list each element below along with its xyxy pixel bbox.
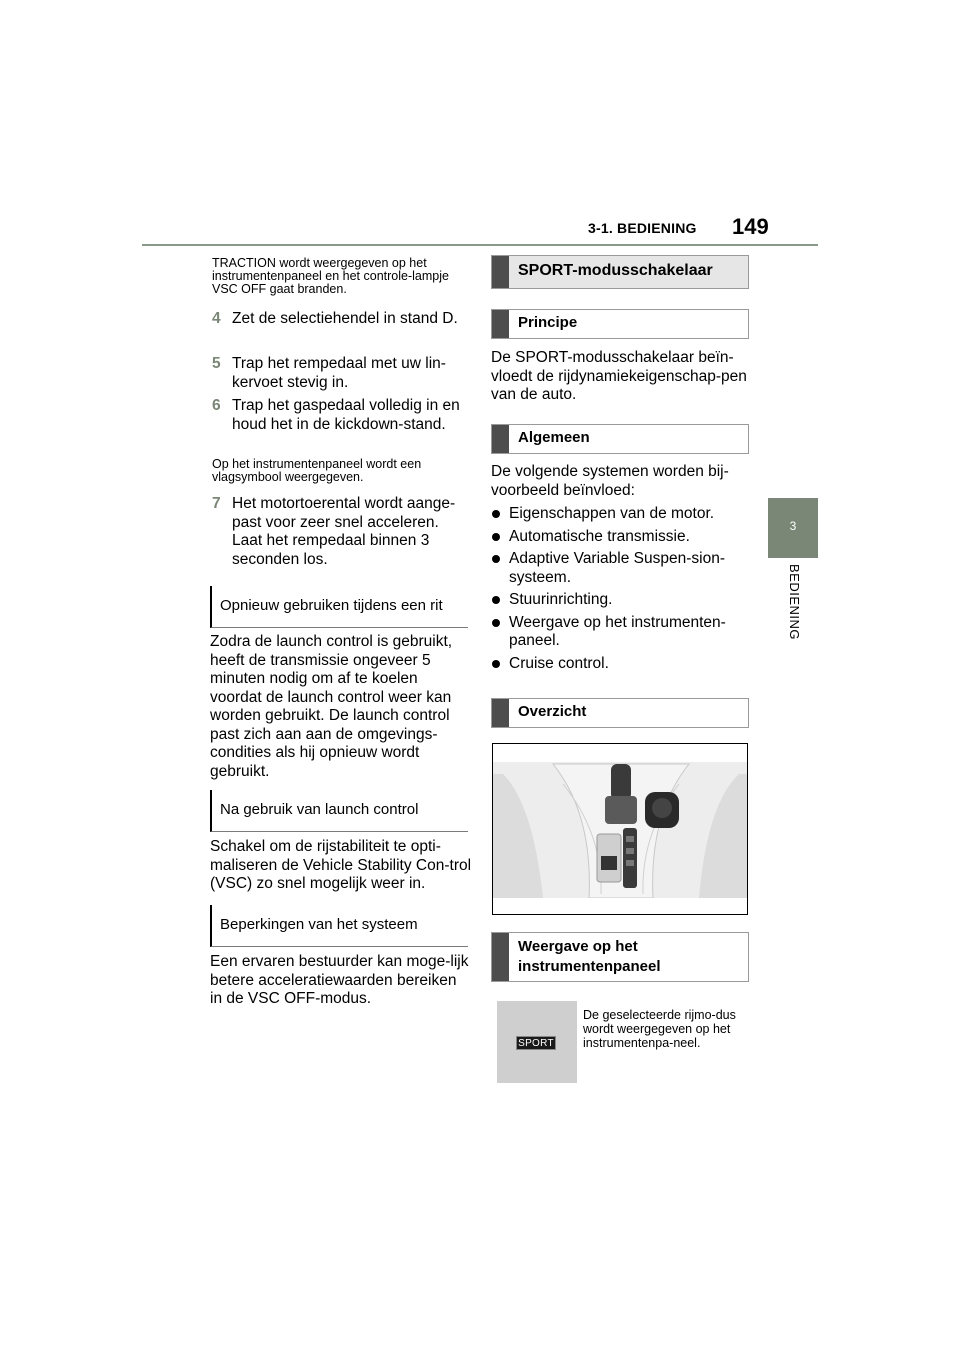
bullet-icon: [492, 660, 500, 668]
limitations-body: Een ervaren bestuurder kan moge-lijk betere acceleratiewaarden bereiken in de VSC OFF-modus.: [210, 953, 469, 1007]
subheading-line: Weergave op het: [518, 938, 638, 955]
after-use-body: Schakel om de rijstabiliteit te opti-maliseren de Vehicle Stability Con-trol (VSC) zo snel mogelijk weer in.: [210, 838, 472, 892]
list-item: [491, 528, 751, 547]
step-text: Trap het gaspedaal volledig in en houd het in de kickdown-stand.: [232, 397, 460, 433]
section-title: 3-1. BEDIENING: [588, 220, 697, 236]
section-heading-text: SPORT-modusschakelaar: [518, 262, 713, 279]
console-drawing: [493, 744, 748, 915]
step-5: [212, 355, 472, 392]
subheading-title: Opnieuw gebruiken tijdens een rit: [220, 597, 443, 614]
bullet-icon: [492, 555, 500, 563]
list-item: [491, 655, 751, 674]
step-text: Zet de selectiehendel in stand D.: [232, 310, 458, 327]
step-number: 7: [212, 495, 221, 512]
list-item-text: Automatische transmissie.: [509, 527, 690, 545]
list-item: [491, 550, 751, 587]
step-number: 4: [212, 310, 221, 327]
intro-text: TRACTION wordt weergegeven op het instrumentenpaneel en het controle-lampje VSC OFF gaat branden.: [212, 256, 449, 296]
list-item: [491, 591, 751, 610]
list-item-text: Weergave op het instrumenten-paneel.: [509, 613, 726, 649]
subheading-text: [518, 937, 661, 977]
subheading-limitations: [210, 905, 468, 947]
heading-marker: [492, 699, 509, 727]
step-6: [212, 397, 472, 434]
reuse-body: Zodra de launch control is gebruikt, heeft de transmissie ongeveer 5 minuten nodig om af te koelen voordat de launch control weer kan worden gebruikt. De launch control past zich aan aan de omgevings-condities als hij opnieuw wordt gebruikt.: [210, 633, 453, 780]
step-4: [212, 310, 472, 329]
list-item-text: Eigenschappen van de motor.: [509, 505, 715, 522]
list-item-text: Cruise control.: [509, 654, 609, 672]
chapter-tab-number: 3: [789, 519, 797, 533]
algemeen-body: De volgende systemen worden bij-voorbeeld beïnvloed:: [491, 463, 729, 499]
step-7: [212, 495, 472, 569]
subheading-text: Overzicht: [518, 703, 587, 720]
subheading-text: Algemeen: [518, 429, 590, 446]
chapter-side-label: BEDIENING: [787, 564, 802, 641]
step-text: Trap het rempedaal met uw lin-kervoet stevig in.: [232, 355, 446, 391]
subheading-overzicht: [491, 698, 749, 728]
subheading-after-use: [210, 790, 468, 832]
subheading-title: Beperkingen van het systeem: [220, 916, 418, 933]
list-item: [491, 505, 751, 524]
list-item-text: Stuurinrichting.: [509, 591, 613, 608]
heading-marker: [492, 256, 509, 288]
principe-body: De SPORT-modusschakelaar beïn-vloedt de rijdynamiekeigenschap-pen van de auto.: [491, 349, 747, 403]
step-text: Het motortoerental wordt aange-past voor zeer snel acceleren. Laat het rempedaal binnen 3 seconden los.: [232, 495, 456, 568]
step-number: 6: [212, 397, 221, 414]
step-number: 5: [212, 355, 221, 372]
list-item-text: Adaptive Variable Suspen-sion-systeem.: [509, 550, 725, 586]
bullet-icon: [492, 596, 500, 604]
bullet-icon: [492, 510, 500, 518]
affected-systems-list: [491, 505, 751, 677]
display-caption: De geselecteerde rijmo-dus wordt weergegeven op het instrumentenpa-neel.: [583, 1008, 736, 1050]
subheading-weergave: [491, 932, 749, 982]
subheading-algemeen: [491, 424, 749, 454]
subheading-text: Principe: [518, 314, 578, 331]
heading-marker: [492, 933, 509, 981]
list-item: [491, 614, 751, 651]
sport-mode-indicator: SPORT: [516, 1036, 556, 1050]
heading-marker: [492, 425, 509, 453]
subheading-title: Na gebruik van launch control: [220, 801, 419, 818]
subheading-line: instrumentenpaneel: [518, 958, 661, 975]
subheading-principe: [491, 309, 749, 339]
section-heading-sport: [491, 255, 749, 289]
bullet-icon: [492, 533, 500, 541]
header-divider: [142, 244, 818, 246]
subheading-reuse: [210, 586, 468, 628]
center-console-illustration: [492, 743, 748, 915]
bullet-icon: [492, 619, 500, 627]
note-text: Op het instrumentenpaneel wordt een vlagsymbool weergegeven.: [212, 457, 422, 484]
heading-marker: [492, 310, 509, 338]
page-number: 149: [732, 214, 769, 239]
